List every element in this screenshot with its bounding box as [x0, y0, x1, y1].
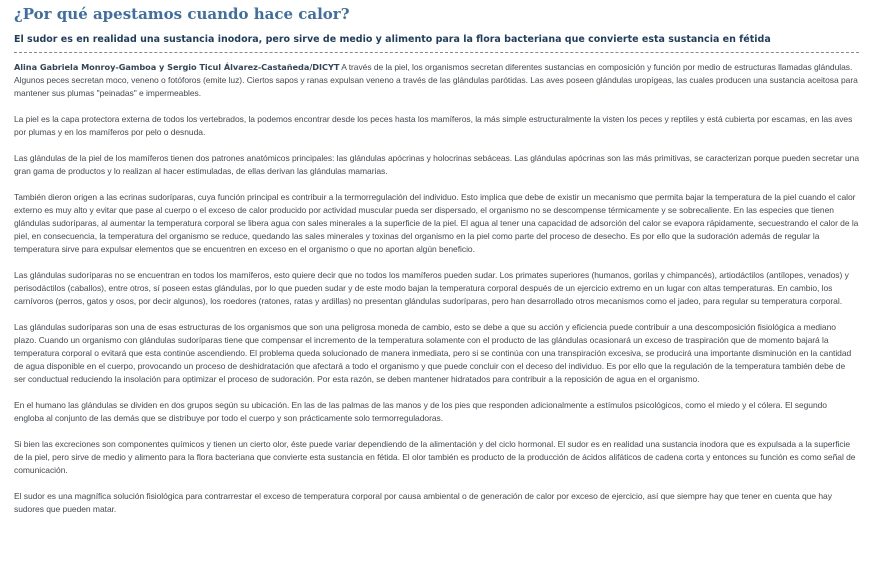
authors-byline: Alina Gabriela Monroy-Gamboa y Sergio Ticul Álvarez-Castañeda/DICYT [14, 62, 340, 72]
paragraph: Si bien las excreciones son componentes químicos y tienen un cierto olor, éste puede variar dependiendo de la alimentación y del ciclo hormonal. El sudor es en realidad una sustancia inodora que es expulsada a la superficie de la piel, pero sirve de medio y alimento para la flora bacteriana que convierte esta sustancia en fétida. El olor también es producto de la producción de ácidos alifáticos de cadena corta y entonces su función es como señal de comunicación. [14, 439, 856, 475]
paragraph: La piel es la capa protectora externa de todos los vertebrados, la podemos encontrar desde los peces hasta los mamíferos, la más simple estructuralmente la visten los peces y reptiles y está cubierta por escamas, en las aves por plumas y en los mamíferos por pelo o desnuda. [14, 114, 853, 137]
paragraph: El sudor es una magnífica solución fisiológica para contrarrestar el exceso de temperatura corporal por causa ambiental o de generación de calor por exceso de ejercicio, así que siempre hay que tener en cuenta que hay sudores que pueden matar. [14, 491, 832, 514]
article-subtitle: El sudor es en realidad una sustancia inodora, pero sirve de medio y alimento para la flora bacteriana que convierte esta sustancia en fétida [14, 34, 771, 45]
paragraph: Las glándulas sudoríparas son una de esas estructuras de los organismos que son una peligrosa moneda de cambio, esto se debe a que su acción y eficiencia puede contribuir a una descomposición fisiológica a mediano plazo. Cuando un organismo con glándulas sudoríparas tiene que compensar el incremento de la temperatura solamente con el producto de las glándulas ocasionará un exceso de traspiración que de momento bajará la temperatura corporal o evitará que esta continúe ascendiendo. El problema queda solucionado de manera inmediata, pero si se continúa con una transpiración excesiva, se producirá una importante disminución en la cantidad de agua disponible en el cuerpo, provocando un proceso de deshidratación que afectará a todo el organismo y que puede concluir con el deceso del individuo. Es por ello que la regulación de la temperatura también debe de ser conductual reduciendo la insolación para optimizar el proceso de sudoración. Por esta razón, se deben mantener hidratados para contribuir a la reposición de agua en el organismo. [14, 322, 852, 384]
paragraph-text: A través de la piel, los organismos secretan diferentes sustancias en composición y función por medio de estructuras llamadas glándulas. Algunos peces secretan moco, veneno o fotóforos (emite luz). Ciertos sapos y ranas expulsan veneno a través de las glándulas parótidas. Las aves poseen glándulas uropígeas, las cuales producen una sustancia aceitosa para mantener sus plumas "peinadas" e impermeables. [14, 62, 858, 98]
paragraph: Las glándulas sudoríparas no se encuentran en todos los mamíferos, esto quiere decir que no todos los mamíferos pueden sudar. Los primates superiores (humanos, gorilas y chimpancés), artiodáctilos (antílopes, venados) y perisodáctilos (caballos), entre otros, sí poseen estas glándulas, por lo que pueden sudar y de este modo bajan la temperatura corporal después de un ejercicio extremo en un lugar con altas temperaturas. En cambio, los carnívoros (perros, gatos y osos, por decir algunos), los roedores (ratones, ratas y ardillas) no presentan glándulas sudoríparas, pero han desarrollado otros mecanismos como el jadeo, para regular su temperatura corporal. [14, 270, 849, 306]
paragraph: Las glándulas de la piel de los mamíferos tienen dos patrones anatómicos principales: las glándulas apócrinas y holocrinas sebáceas. Las glándulas apócrinas son las más primitivas, se caracterizan porque pueden secretar una gran gama de productos y lo realizan al hacer estimuladas, de ellas derivan las glándulas mamarias. [14, 153, 860, 176]
article-title: ¿Por qué apestamos cuando hace calor? [14, 5, 350, 23]
divider [14, 52, 859, 53]
paragraph: En el humano las glándulas se dividen en dos grupos según su ubicación. En las de las palmas de las manos y de los pies que responden adicionalmente a estímulos psicológicos, como el miedo y el cólera. El segundo engloba al conjunto de las demás que se distribuye por todo el cuerpo y son prácticamente solo termorreguladoras. [14, 400, 827, 423]
paragraph-intro [14, 61, 859, 100]
paragraph: También dieron origen a las ecrinas sudoríparas, cuya función principal es contribuir a la termorregulación del individuo. Esto implica que debe de existir un mecanismo que permita bajar la temperatura de la piel cuando el calor externo es muy alto y evitar que pase al cuerpo o el exceso de calor producido por actividad muscular pueda ser dispersado, el organismo no se descompense térmicamente y se sobrecaliente. En las especies que tienen glándulas sudoríparas, al aumentar la temperatura corporal se libera agua con sales minerales a la superficie de la piel. El agua al tener una capacidad de adsorción del calor se evapora rápidamente, secuestrando el calor de la piel, en consecuencia, la temperatura del organismo se reduce, quedando las sales minerales y toxinas del organismo en la piel como parte del proceso de desecho. Es por ello que la sudoración además de regular la temperatura sirve para expulsar elementos que se encuentren en exceso en el organismo o que no aportan algún beneficio. [14, 192, 859, 254]
